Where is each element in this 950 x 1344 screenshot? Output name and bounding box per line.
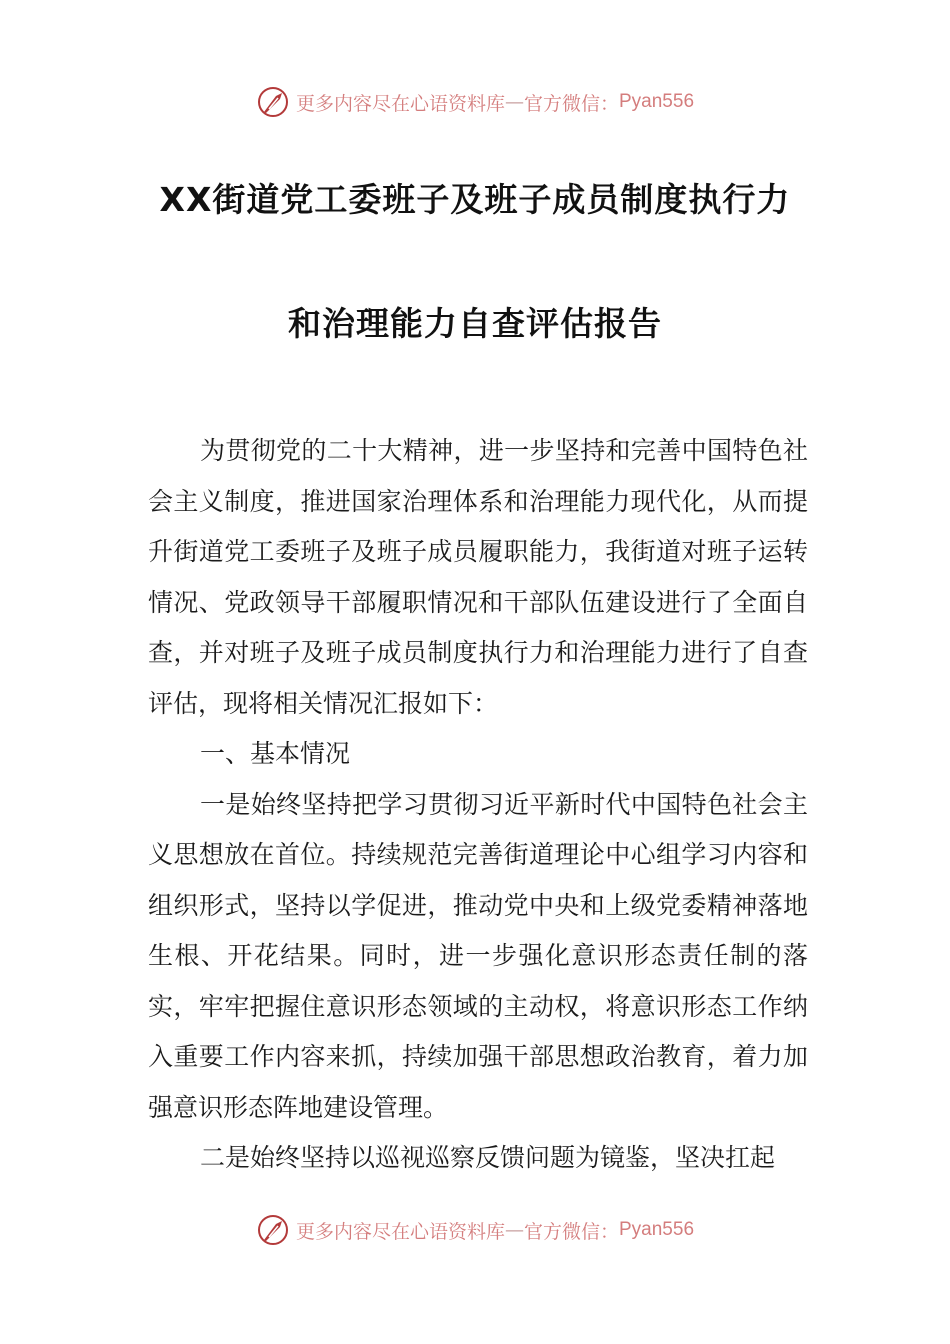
body-paragraph-point-2: 二是始终坚持以巡视巡察反馈问题为镜鉴，坚决扛起: [200, 1143, 776, 1172]
header-watermark: [0, 82, 950, 122]
pen-nib-logo-icon: [256, 85, 290, 119]
watermark-wechat-label: 官方微信：: [523, 1220, 619, 1243]
document-body: [148, 426, 808, 1184]
pen-nib-logo-icon: [256, 1213, 290, 1247]
watermark-separator: —: [504, 91, 524, 113]
watermark-main-text: 更多内容尽在心语资料库: [295, 1220, 505, 1243]
body-paragraph-point-1: 一是始终坚持把学习贯彻习近平新时代中国特色社会主义思想放在首位。持续规范完善街道理论中心组学习内容和组织形式，坚持以学促进，推动党中央和上级党委精神落地生根、开花结果。同时，进一步强化意识形态责任制的落实，牢牢把握住意识形态领域的主动权，将意识形态工作纳入重要工作内容来抓，持续加强干部思想政治教育，着力加强意识形态阵地建设管理。: [148, 789, 808, 1122]
document-title-line-2: 和治理能力自查评估报告: [288, 304, 662, 343]
watermark-wechat-id: Pyan556: [619, 91, 695, 112]
body-paragraph-intro: 为贯彻党的二十大精神，进一步坚持和完善中国特色社会主义制度，推进国家治理体系和治理能力现代化，从而提升街道党工委班子及班子成员履职能力，我街道对班子运转情况、党政领导干部履职情况和干部队伍建设进行了全面自查，并对班子及班子成员制度执行力和治理能力进行了自查评估，现将相关情况汇报如下：: [148, 436, 808, 718]
document-title-line-1: XX街道党工委班子及班子成员制度执行力: [159, 180, 791, 219]
watermark-separator: —: [504, 1219, 524, 1241]
watermark-wechat-id: Pyan556: [619, 1219, 695, 1240]
watermark-main-text: 更多内容尽在心语资料库: [295, 92, 505, 115]
watermark-wechat-label: 官方微信：: [523, 92, 619, 115]
footer-watermark: [0, 1210, 950, 1250]
section-heading-basic-situation: 一、基本情况: [200, 739, 351, 768]
